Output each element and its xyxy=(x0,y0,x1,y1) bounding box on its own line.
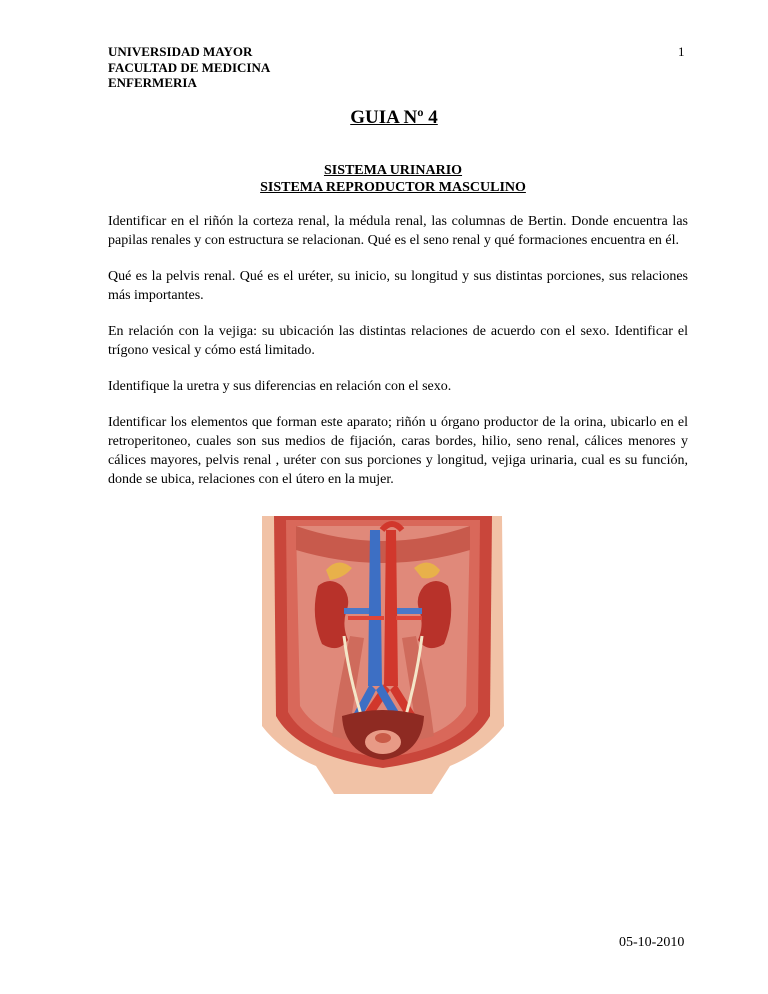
university-name: UNIVERSIDAD MAYOR xyxy=(108,44,253,59)
question-paragraph: En relación con la vejiga: su ubicación las distintas relaciones de acuerdo con el sexo. Identificar el trígono vesical y cómo está limitado. xyxy=(108,324,688,358)
question-paragraph: Identifique la uretra y sus diferencias en relación con el sexo. xyxy=(108,379,452,394)
question-paragraph: Qué es la pelvis renal. Qué es el uréter, su inicio, su longitud y sus distintas porciones, sus relaciones más importantes. xyxy=(108,269,688,303)
document-date: 05-10-2010 xyxy=(619,935,685,950)
subtitle-block xyxy=(0,162,768,196)
department-name: ENFERMERIA xyxy=(108,75,197,90)
urinary-system-illustration xyxy=(252,516,514,794)
subtitle-urinary: SISTEMA URINARIO xyxy=(323,163,463,178)
guide-questions xyxy=(108,212,688,506)
guide-title: GUIA Nº 4 xyxy=(350,107,438,128)
institution-header xyxy=(108,44,270,91)
faculty-name: FACULTAD DE MEDICINA xyxy=(108,59,271,75)
page-number: 1 xyxy=(678,44,685,59)
subtitle-reproductive: SISTEMA REPRODUCTOR MASCULINO xyxy=(260,180,526,195)
question-paragraph: Identificar en el riñón la corteza renal, la médula renal, las columnas de Bertin. Donde encuentra las papilas renales y con estructura se relacionan. Qué es el seno renal y qué formaciones encuentra en él. xyxy=(108,214,688,248)
question-paragraph: Identificar los elementos que forman este aparato; riñón u órgano productor de la orina, ubicarlo en el retroperitoneo, cuales son sus medios de fijación, caras bordes, hilio, seno renal, cálices menores y cálices mayores, pelvis renal , uréter con sus porciones y longitud, vejiga urinaria, cual es su función, donde se ubica, relaciones con el útero en la mujer. xyxy=(108,415,688,487)
